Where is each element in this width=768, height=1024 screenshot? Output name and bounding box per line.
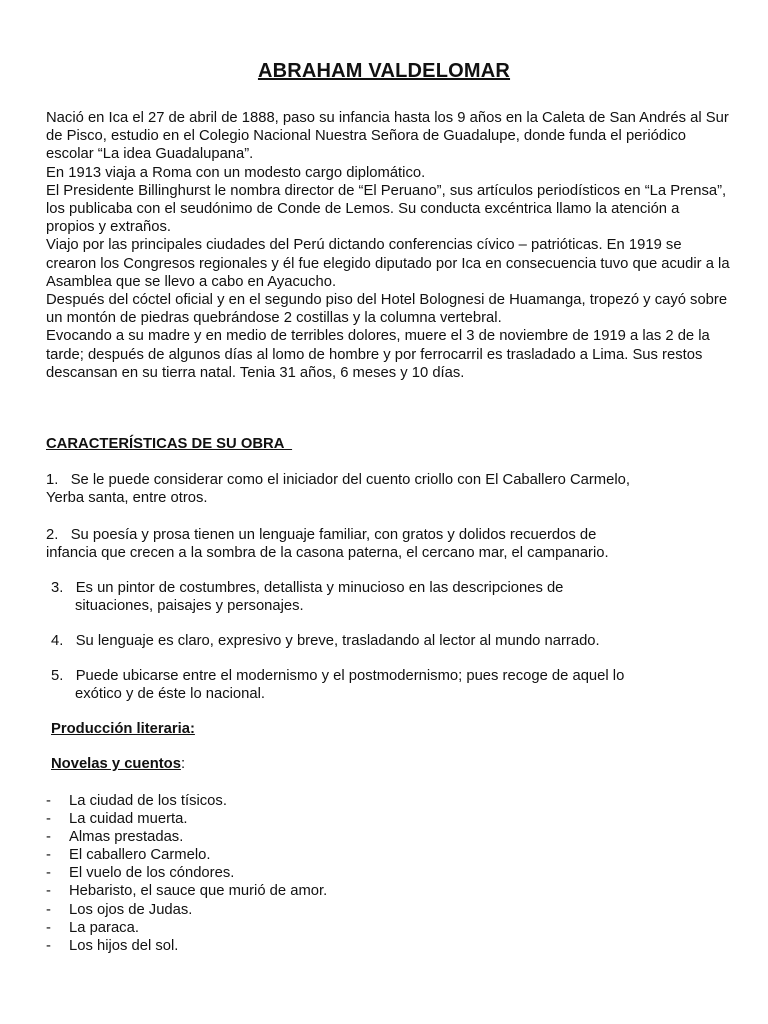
item-number: 2. [46, 527, 59, 543]
bio-paragraph: Viajo por las principales ciudades del Perú dictando conferencias cívico – patrióticas. En 1919 se crearon los Congresos regionales y él fue elegido diputado por Ica en consecuencia tuvo que acudir a la Asamblea que se llevo a cabo en Ayacucho. [46, 237, 730, 290]
list-item [46, 792, 327, 810]
work-title: La ciudad de los tísicos. [69, 793, 227, 809]
list-dash: - [46, 937, 51, 954]
characteristic-line: exótico y de éste lo nacional. [75, 686, 266, 703]
characteristic-line: situaciones, paisajes y personajes. [75, 598, 304, 615]
list-dash: - [46, 793, 51, 809]
item-number: 3. [51, 580, 64, 596]
work-title: La cuidad muerta. [69, 811, 188, 828]
characteristic-line [46, 526, 732, 544]
characteristic-text: Se le puede considerar como el iniciador del cuento criollo con El Caballero Carmelo, [70, 472, 630, 488]
biography-section [46, 109, 732, 382]
novels-heading-colon: : [180, 756, 186, 772]
list-item [46, 810, 327, 828]
characteristic-line [46, 471, 732, 489]
list-item [46, 882, 327, 900]
characteristic-line [51, 579, 731, 597]
work-title: Los hijos del sol. [69, 937, 179, 954]
novels-heading-line [51, 756, 185, 772]
characteristic-line [51, 632, 731, 650]
characteristics-heading: CARACTERÍSTICAS DE SU OBRA [46, 436, 293, 452]
work-title: Almas prestadas. [69, 829, 184, 846]
characteristic-line [51, 667, 731, 685]
work-title: Los ojos de Judas. [69, 901, 193, 918]
list-item [46, 901, 327, 919]
characteristic-text: Su lenguaje es claro, expresivo y breve, trasladando al lector al mundo narrado. [75, 633, 600, 649]
list-item [46, 937, 327, 955]
document-title: ABRAHAM VALDELOMAR [257, 60, 511, 82]
item-number: 5. [51, 668, 64, 684]
characteristic-item [46, 471, 732, 507]
work-title: La paraca. [69, 919, 139, 936]
characteristic-line: infancia que crecen a la sombra de la casona paterna, el cercano mar, el campanario. [46, 545, 609, 562]
list-dash: - [46, 919, 51, 936]
bio-paragraph: En 1913 viaja a Roma con un modesto cargo diplomático. [46, 164, 426, 181]
item-number: 1. [46, 472, 59, 488]
production-heading: Producción literaria: [51, 721, 195, 737]
characteristic-item [51, 632, 731, 650]
characteristic-text: Puede ubicarse entre el modernismo y el postmodernismo; pues recoge de aquel lo [75, 668, 625, 684]
list-item [46, 846, 327, 864]
item-number: 4. [51, 633, 64, 649]
characteristic-text: Su poesía y prosa tienen un lenguaje familiar, con gratos y dolidos recuerdos de [70, 527, 597, 543]
characteristic-line: Yerba santa, entre otros. [46, 490, 208, 507]
works-list [46, 792, 327, 955]
list-item [46, 864, 327, 882]
list-dash: - [46, 829, 51, 846]
list-dash: - [46, 865, 51, 882]
work-title: El caballero Carmelo. [69, 847, 211, 864]
work-title: El vuelo de los cóndores. [69, 865, 235, 882]
characteristic-item [46, 526, 732, 562]
characteristic-item [51, 579, 731, 615]
list-dash: - [46, 847, 51, 864]
list-dash: - [46, 901, 51, 918]
bio-paragraph: El Presidente Billinghurst le nombra director de “El Peruano”, sus artículos periodísticos en “La Prensa”, los publicaba con el seudónimo de Conde de Lemos. Su conducta excéntrica llamo la atención a propios y extraños. [46, 182, 727, 236]
work-title: Hebaristo, el sauce que murió de amor. [69, 883, 328, 900]
list-item [46, 828, 327, 846]
characteristic-text: Es un pintor de costumbres, detallista y minucioso en las descripciones de [75, 580, 564, 596]
list-dash: - [46, 811, 51, 828]
novels-heading: Novelas y cuentos [51, 756, 181, 772]
bio-paragraph: Nació en Ica el 27 de abril de 1888, paso su infancia hasta los 9 años en la Caleta de San Andrés al Sur de Pisco, estudio en el Colegio Nacional Nuestra Señora de Guadalupe, donde funda el periódico escolar “La idea Guadalupana”. [46, 110, 729, 163]
list-dash: - [46, 883, 51, 900]
bio-paragraph: Evocando a su madre y en medio de terribles dolores, muere el 3 de noviembre de 1919 a las 2 de la tarde; después de algunos días al lomo de hombre y por ferrocarril es trasladado a Lima. Sus restos descansan en su tierra natal. Tenia 31 años, 6 meses y 10 días. [46, 328, 710, 381]
bio-paragraph: Después del cóctel oficial y en el segundo piso del Hotel Bolognesi de Huamanga, tropezó y cayó sobre un montón de piedras quebrándose 2 costillas y la columna vertebral. [46, 292, 728, 327]
characteristic-item [51, 667, 731, 703]
list-item [46, 919, 327, 937]
